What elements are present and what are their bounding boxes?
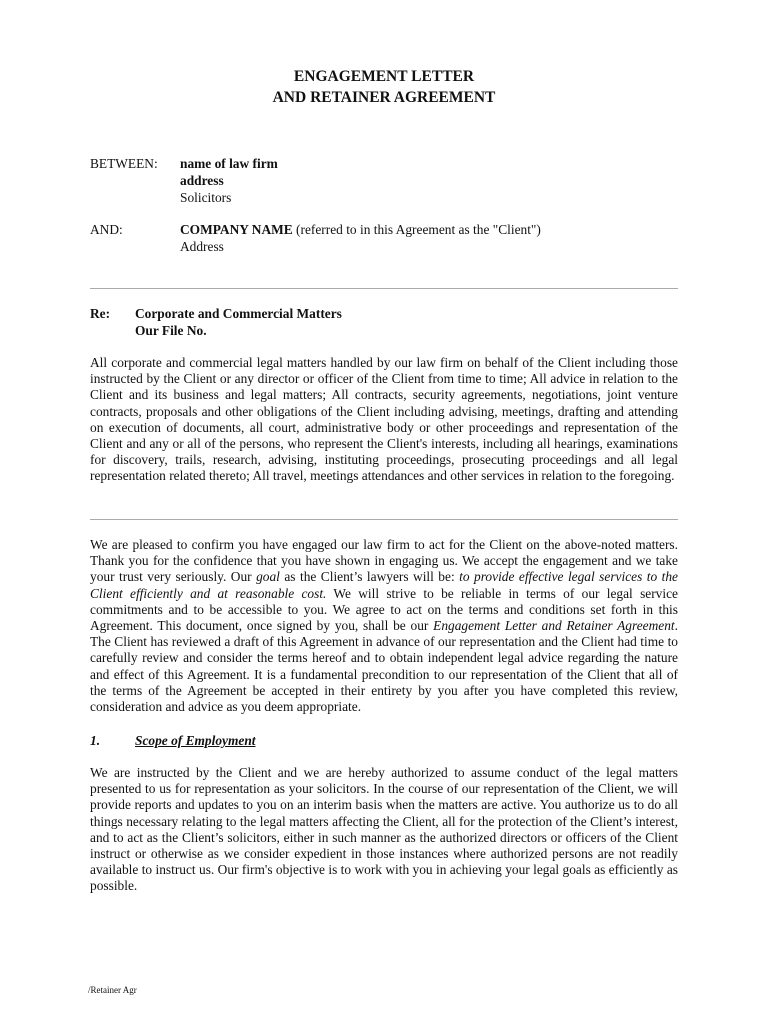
title-line-1: ENGAGEMENT LETTER — [293, 68, 475, 85]
client-note: (referred to in this Agreement as the "Client") — [292, 222, 541, 237]
page-footer: /Retainer Agr — [88, 985, 137, 995]
goal-word: goal — [256, 569, 280, 585]
document-title — [0, 66, 768, 108]
agreement-name: Engagement Letter and Retainer Agreement — [433, 618, 675, 634]
divider-2 — [90, 519, 678, 520]
re-subject: Corporate and Commercial Matters — [135, 306, 342, 321]
intro-paragraph: We are pleased to confirm you have engaged our law firm to act for the Client on the above-noted matters. Thank you for the confidence that you have shown in engaging us. We accept the engagement and we take your trust very seriously. Our goal as the Client’s lawyers will be: to provide effective legal services to the Client efficiently and at reasonable cost. We will strive to be reliable in terms of our legal service commitments and to be accessible to you. We agree to act on the terms and conditions set forth in this Agreement. This document, once signed by you, shall be our Engagement Letter and Retainer Agreement. The Client has reviewed a draft of this Agreement in advance of our representation and the Client had time to carefully review and consider the terms hereof and to obtain independent legal advice regarding the nature and effect of this Agreement. It is a fundamental precondition to our representation of the Client that all of the terms of the Agreement be accepted in their entirety by you after you have completed this review, consideration and advice as you deem appropriate. — [90, 537, 678, 715]
between-label: BETWEEN: — [90, 156, 158, 171]
goal-text: to provide effective legal services to the Client efficiently and at reasonable cost. — [90, 569, 678, 601]
title-line-2: AND RETAINER AGREEMENT — [272, 89, 496, 106]
scope-paragraph: All corporate and commercial legal matters handled by our law firm on behalf of the Client including those instructed by the Client or any director or officer of the Client from time to time; All advice in relation to the Client and its business and legal matters; All contracts, security agreements, negotiations, joint venture contracts, proposals and other obligations of the Client including advising, meetings, drafting and attending on execution of documents, all court, administrative body or other proceedings and representation of the Client and any or all of the persons, who represent the Client's interests, including all hearings, examinations for discovery, trails, research, advising, instituting proceedings, prosecuting proceedings and all legal representation related thereto; All travel, meetings attendances and other services in relation to the foregoing. — [90, 355, 678, 484]
firm-address: address — [180, 173, 224, 188]
and-label: AND: — [90, 222, 123, 237]
divider-1 — [90, 288, 678, 289]
section-1-body: We are instructed by the Client and we are hereby authorized to assume conduct of the legal matters presented to us for representation as your solicitors. In the course of our representation of the Client, we will provide reports and updates to you on an interim basis when the matters are active. You authorize us to do all things necessary relating to the legal matters affecting the Client, all for the protection of the Client’s interest, and to act as the Client’s solicitors, either in such manner as the authorized directors or officers of the Client instruct or otherwise as we consider expedient in those instances where authorized persons are not readily available to instruct us. Our firm's objective is to work with you in achieving your legal goals as efficiently as possible. — [90, 765, 678, 894]
section-1-heading: Scope of Employment — [135, 733, 256, 748]
re-label: Re: — [90, 306, 111, 321]
re-file-no: Our File No. — [135, 323, 207, 338]
section-1-number: 1. — [90, 733, 101, 748]
client-name: COMPANY NAME — [180, 222, 293, 237]
client-address: Address — [180, 239, 224, 254]
firm-role: Solicitors — [180, 190, 232, 205]
firm-name: name of law firm — [180, 156, 278, 171]
